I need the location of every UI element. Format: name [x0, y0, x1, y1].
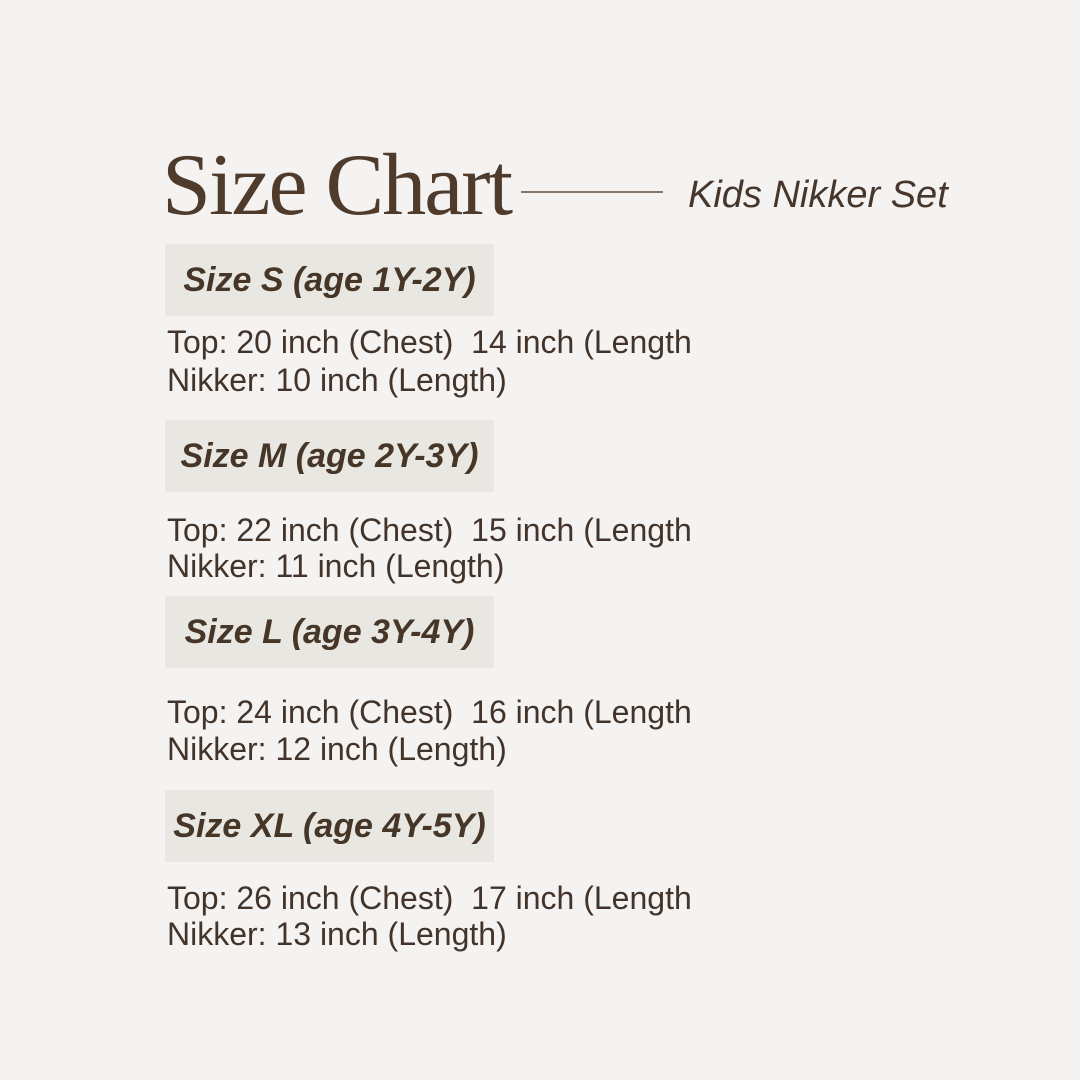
size-xl-badge: Size XL (age 4Y-5Y) — [165, 790, 494, 862]
size-l-badge: Size L (age 3Y-4Y) — [165, 596, 494, 668]
size-xl-nikker-measurement: Nikker: 13 inch (Length) — [167, 916, 507, 952]
size-m-badge: Size M (age 2Y-3Y) — [165, 420, 494, 492]
size-s-nikker-measurement: Nikker: 10 inch (Length) — [167, 362, 507, 398]
size-m-top-measurement: Top: 22 inch (Chest) 15 inch (Length — [167, 512, 692, 548]
size-m-nikker-measurement: Nikker: 11 inch (Length) — [167, 548, 505, 584]
size-l-nikker-measurement: Nikker: 12 inch (Length) — [167, 731, 507, 767]
product-name: Kids Nikker Set — [688, 174, 948, 216]
size-s-top-measurement: Top: 20 inch (Chest) 14 inch (Length — [167, 324, 692, 360]
title-divider — [521, 191, 663, 193]
size-s-badge: Size S (age 1Y-2Y) — [165, 244, 494, 316]
size-xl-top-measurement: Top: 26 inch (Chest) 17 inch (Length — [167, 880, 692, 916]
size-l-top-measurement: Top: 24 inch (Chest) 16 inch (Length — [167, 694, 692, 730]
page-title: Size Chart — [162, 137, 512, 234]
